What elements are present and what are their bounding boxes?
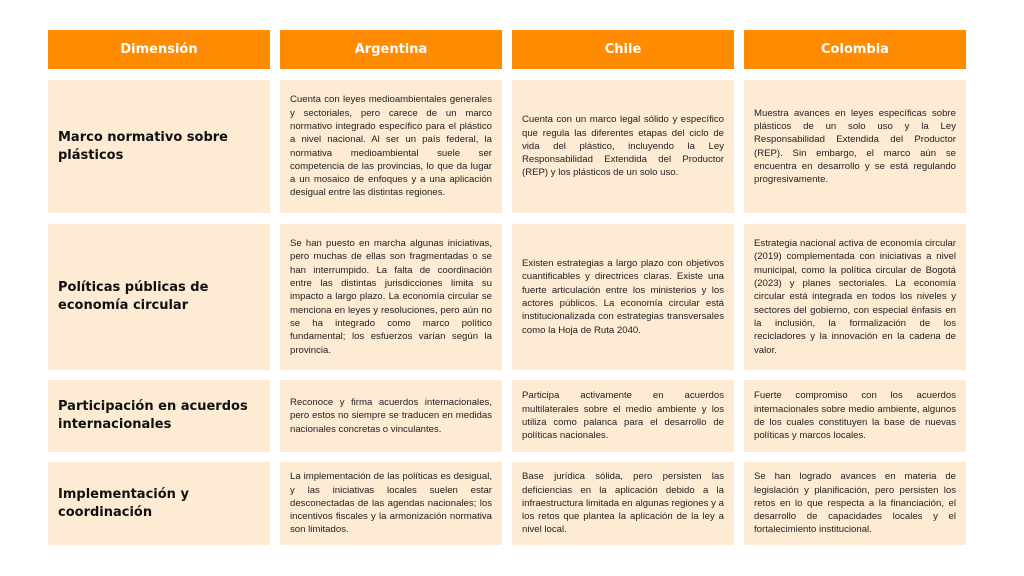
row-label (48, 80, 270, 213)
header-colombia: Colombia (744, 30, 966, 69)
cell-text: Cuenta con un marco legal sólido y específico que regula las diferentes etapas del ciclo de vida del plástico, incluyendo la Ley Responsabilidad Extendida del Productor (REP) y los plásticos de un solo uso. (522, 114, 724, 179)
cell-colombia (744, 224, 966, 370)
cell-chile (512, 80, 734, 213)
header-argentina: Argentina (280, 30, 502, 69)
cell-colombia (744, 380, 966, 452)
cell-text: La implementación de las políticas es desigual, y las iniciativas locales suelen estar desconectadas de las agendas nacionales; los incentivos fiscales y la armonización normativa son limitados. (290, 471, 492, 536)
cell-text: Se han puesto en marcha algunas iniciativas, pero muchas de ellas son fragmentadas o se han interrumpido. La falta de coordinación entre las distintas jurisdicciones limita su impacto a largo plazo. La economía circular se menciona en leyes y resoluciones, pero aún no se ha integrado como marco político fundamental; los esfuerzos varían según la provincia. (290, 238, 492, 356)
header-dimension: Dimensión (48, 30, 270, 69)
row-label-text: Marco normativo sobre plásticos (58, 129, 229, 163)
cell-text: Participa activamente en acuerdos multilaterales sobre el medio ambiente y los utiliza como palanca para el desarrollo de políticas nacionales. (522, 390, 724, 442)
cell-chile (512, 380, 734, 452)
cell-text: Fuerte compromiso con los acuerdos internacionales sobre medio ambiente, algunos de los cuales constituyen la base de nuevas políticas y marcos locales. (754, 390, 956, 442)
header-chile: Chile (512, 30, 734, 69)
cell-text: Muestra avances en leyes específicas sobre plásticos de un solo uso y la Ley Responsabilidad Extendida del Productor (REP). Sin embargo, el marco aún se encuentra en desarrollo y se está regulando progresivamente. (754, 107, 956, 186)
cell-argentina (280, 380, 502, 452)
row-label-text: Participación en acuerdos internacionales (58, 399, 248, 432)
cell-chile (512, 224, 734, 370)
row-label (48, 380, 270, 452)
cell-text: Base jurídica sólida, pero persisten las deficiencias en la aplicación debido a la infraestructura limitada en algunas regiones y a los retos que plantea la aplicación de la ley a nivel local. (522, 471, 724, 536)
cell-text: Reconoce y firma acuerdos internacionales, pero estos no siempre se traducen en medidas nacionales concretas o vinculantes. (290, 397, 492, 435)
cell-colombia (744, 462, 966, 545)
cell-text: Se han logrado avances en materia de legislación y planificación, pero persisten los retos en lo que respecta a la financiación, el desarrollo de capacidades locales y el fortalecimiento institucional. (754, 471, 956, 536)
cell-colombia (744, 80, 966, 213)
cell-text: Estrategia nacional activa de economía circular (2019) complementada con iniciativas a nivel municipal, como la política circular de Bogotá (2023) y planes sectoriales. La economía circular está integrada en todos los niveles y sectores del gobierno, con especial énfasis en la inclusión, la formalización de los recicladores y la innovación en la cadena de valor. (754, 238, 956, 356)
row-label (48, 462, 270, 545)
cell-argentina (280, 80, 502, 213)
cell-text: Existen estrategias a largo plazo con objetivos cuantificables y directrices claras. Existe una fuerte articulación entre los ministerios y los actores públicos. La economía circular está institucionalizada con estrategias transversales como la Hoja de Ruta 2040. (522, 258, 724, 336)
row-label-text: Implementación y coordinación (58, 486, 189, 520)
row-label-text: Políticas públicas de economía circular (58, 280, 209, 313)
cell-argentina (280, 462, 502, 545)
row-label (48, 224, 270, 370)
cell-chile (512, 462, 734, 545)
cell-text: Cuenta con leyes medioambientales generales y sectoriales, pero carece de un marco normativo integrado específico para el plástico a nivel nacional. Al ser un país federal, la normativa medioambiental suele ser competencia de las provincias, lo que da lugar a un mosaico de enfoques y a una aplicación desigual entre las distintas regiones. (290, 94, 492, 199)
cell-argentina (280, 224, 502, 370)
